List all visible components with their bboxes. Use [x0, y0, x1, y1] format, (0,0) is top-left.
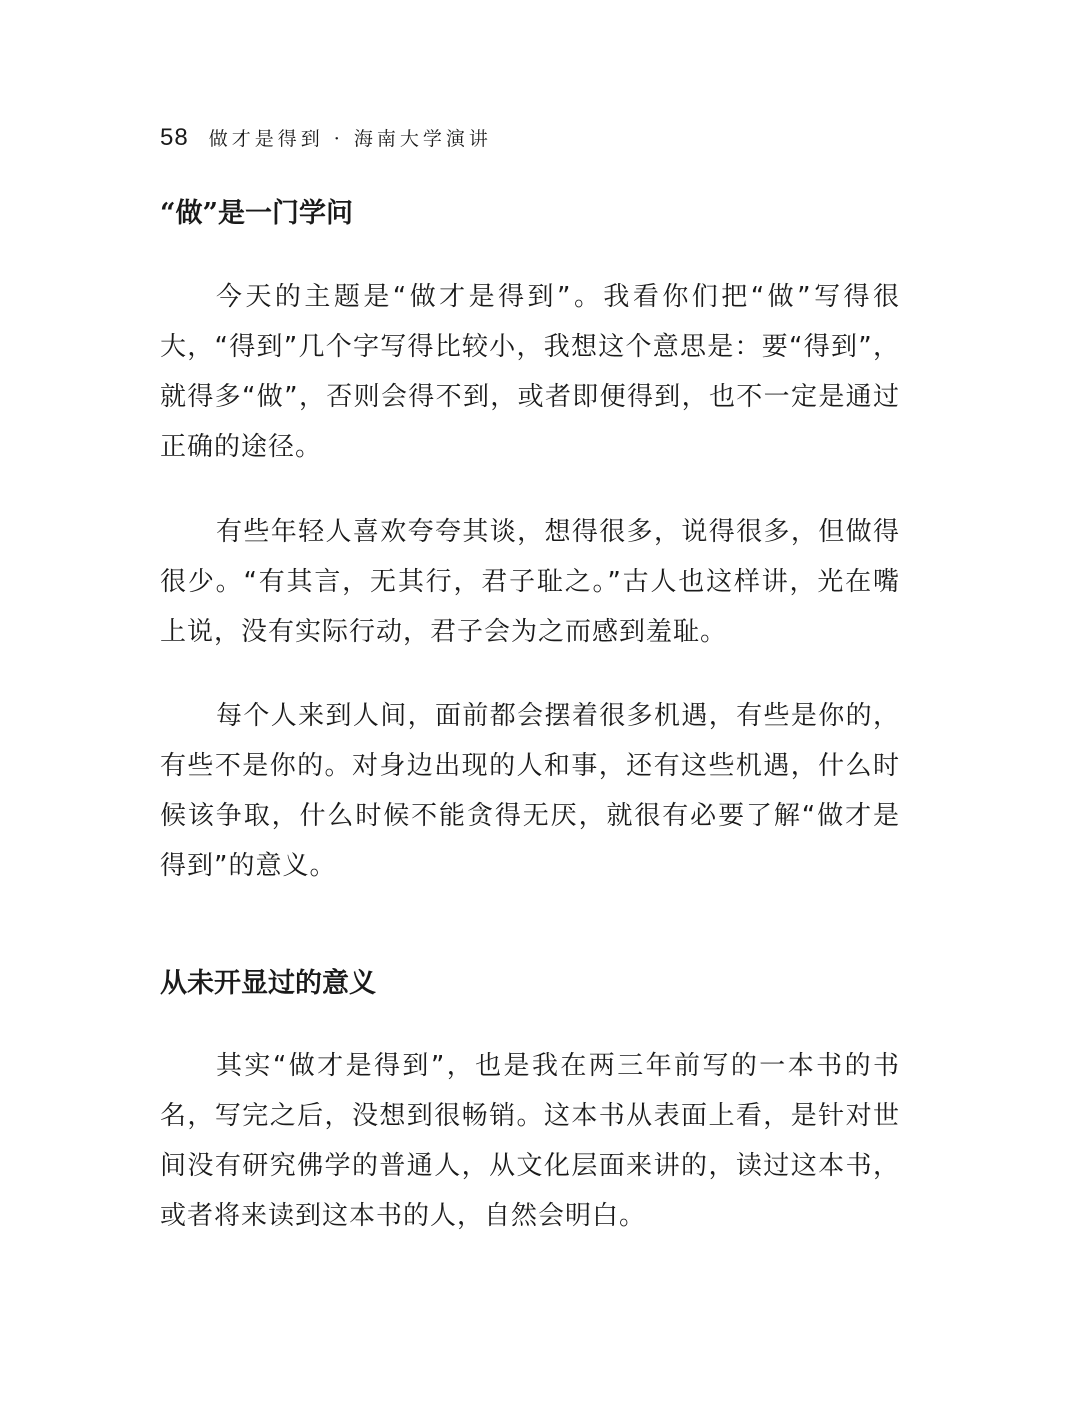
paragraph-1: 今天的主题是“做才是得到”。我看你们把“做”写得很大，“得到”几个字写得比较小，我想这个意思是：要“得到”，就得多“做”，否则会得不到，或者即便得到，也不一定是通过正确的途径。: [160, 282, 900, 462]
running-title: 做才是得到 · 海南大学演讲: [208, 128, 492, 150]
section-heading-1: “做”是一门学问: [160, 198, 354, 229]
paragraph-2: 有些年轻人喜欢夸夸其谈，想得很多，说得很多，但做得很少。“有其言，无其行，君子耻之。”古人也这样讲，光在嘴上说，没有实际行动，君子会为之而感到羞耻。: [160, 517, 900, 647]
paragraph-3: 每个人来到人间，面前都会摆着很多机遇，有些是你的，有些不是你的。对身边出现的人和事，还有这些机遇，什么时候该争取，什么时候不能贪得无厌，就很有必要了解“做才是得到”的意义。: [160, 701, 900, 881]
section-heading-2: 从未开显过的意义: [160, 968, 376, 999]
running-header: [160, 124, 492, 156]
paragraph-4: 其实“做才是得到”，也是我在两三年前写的一本书的书名，写完之后，没想到很畅销。这本书从表面上看，是针对世间没有研究佛学的普通人，从文化层面来讲的，读过这本书，或者将来读到这本书的人，自然会明白。: [160, 1051, 900, 1231]
page-number: 58: [160, 124, 189, 151]
